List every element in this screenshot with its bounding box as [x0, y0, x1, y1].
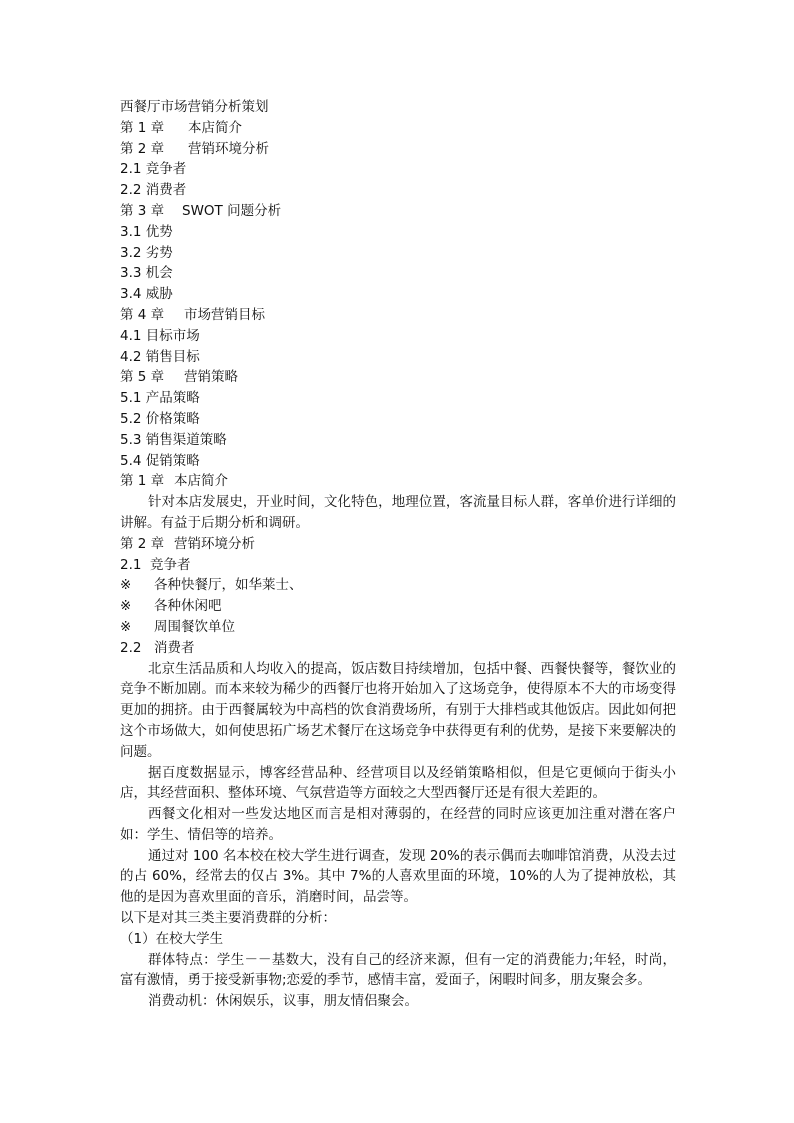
toc-chapter-number: 第 2 章	[120, 140, 165, 157]
toc-item: 2.1 竞争者	[120, 161, 187, 178]
body-paragraph: 消费动机：休闲娱乐，议事，朋友情侣聚会。	[148, 993, 418, 1010]
group-heading: （1）在校大学生	[120, 930, 224, 947]
list-item-text: 周围餐饮单位	[154, 618, 235, 635]
toc-chapter-number: 第 1 章	[120, 119, 165, 136]
toc-chapter-title: 市场营销目标	[184, 306, 265, 323]
section-heading	[120, 555, 676, 576]
toc-item: 4.2 销售目标	[120, 348, 200, 365]
chapter-title: 本店简介	[174, 473, 228, 490]
body-paragraph: 以下是对其三类主要消费群的分析：	[120, 910, 336, 927]
section-title: 竞争者	[150, 556, 191, 573]
body-paragraph: 通过对 100 名本校在校大学生进行调查，发现 20%的表示偶而去咖啡馆消费，从没去过的占 60%，经常去的仅占 3%。其中 7%的人喜欢里面的环境，10%的人为了提神放松，其他的是因为喜欢里面的音乐，消磨时间，品尝等。	[120, 847, 676, 906]
toc-item	[120, 118, 676, 139]
body-paragraph: 群体特点：学生－－基数大，没有自己的经济来源，但有一定的消费能力;年轻，时尚，富有激情，勇于接受新事物;恋爱的季节，感情丰富，爱面子，闲暇时间多，朋友聚会多。	[120, 951, 676, 989]
toc-item: 3.1 优势	[120, 223, 173, 240]
toc-item: 3.3 机会	[120, 265, 173, 282]
toc-chapter-title: 本店简介	[188, 119, 242, 136]
list-item	[120, 575, 676, 596]
table-of-contents	[120, 118, 676, 472]
toc-chapter-title: SWOT 问题分析	[182, 202, 282, 219]
toc-chapter-title: 营销环境分析	[188, 140, 269, 157]
toc-item	[120, 305, 676, 326]
section-number: 2.2	[120, 639, 142, 656]
chapter-paragraph: 针对本店发展史，开业时间，文化特色，地理位置，客流量目标人群，客单价进行详细的讲解。有益于后期分析和调研。	[120, 494, 676, 531]
toc-item: 4.1 目标市场	[120, 327, 200, 344]
toc-chapter-number: 第 3 章	[120, 202, 165, 219]
chapter-heading	[120, 471, 676, 492]
body-paragraph: 北京生活品质和人均收入的提高，饭店数目持续增加，包括中餐、西餐快餐等，餐饮业的竞争不断加剧。而本来较为稀少的西餐厅也将开始加入了这场竞争，使得原本不大的市场变得更加的拥挤。由于西餐属较为中高档的饮食消费场所，有别于大排档或其他饭店。因此如何把这个市场做大，如何使思拓广场艺术餐厅在这场竞争中获得更有利的优势，是接下来要解决的问题。	[120, 660, 676, 760]
bullet-mark-icon: ※	[120, 598, 132, 615]
list-item	[120, 596, 676, 617]
body-paragraph: 据百度数据显示，博客经营品种、经营项目以及经销策略相似，但是它更倾向于街头小店，其经营面积、整体环境、气氛营造等方面较之大型西餐厅还是有很大差距的。	[120, 764, 676, 802]
toc-chapter-number: 第 4 章	[120, 306, 165, 323]
chapter-number: 第 1 章	[120, 473, 165, 490]
document-page	[120, 97, 676, 1012]
toc-item: 5.1 产品策略	[120, 390, 200, 407]
bullet-mark-icon: ※	[120, 618, 132, 635]
toc-chapter-number: 第 5 章	[120, 369, 165, 386]
chapter-title: 营销环境分析	[174, 535, 255, 552]
toc-item: 3.2 劣势	[120, 244, 173, 261]
toc-item: 3.4 威胁	[120, 286, 173, 303]
section-title: 消费者	[154, 639, 195, 656]
list-item	[120, 617, 676, 638]
toc-item	[120, 139, 676, 160]
toc-chapter-title: 营销策略	[184, 369, 238, 386]
toc-item: 5.4 促销策略	[120, 452, 200, 469]
toc-item: 2.2 消费者	[120, 182, 187, 199]
toc-item	[120, 201, 676, 222]
toc-item: 5.3 销售渠道策略	[120, 431, 227, 448]
document-title: 西餐厅市场营销分析策划	[120, 99, 269, 115]
toc-item	[120, 367, 676, 388]
list-item-text: 各种快餐厅，如华莱士、	[154, 577, 303, 594]
body-paragraph: 西餐文化相对一些发达地区而言是相对薄弱的，在经营的同时应该更加注重对潜在客户如：学生、情侣等的培养。	[120, 806, 676, 843]
list-item-text: 各种休闲吧	[154, 598, 222, 615]
chapter-number: 第 2 章	[120, 535, 165, 552]
section-number: 2.1	[120, 556, 142, 573]
toc-item: 5.2 价格策略	[120, 410, 200, 427]
bullet-mark-icon: ※	[120, 577, 132, 594]
section-heading	[120, 638, 676, 659]
chapter-heading	[120, 534, 676, 555]
